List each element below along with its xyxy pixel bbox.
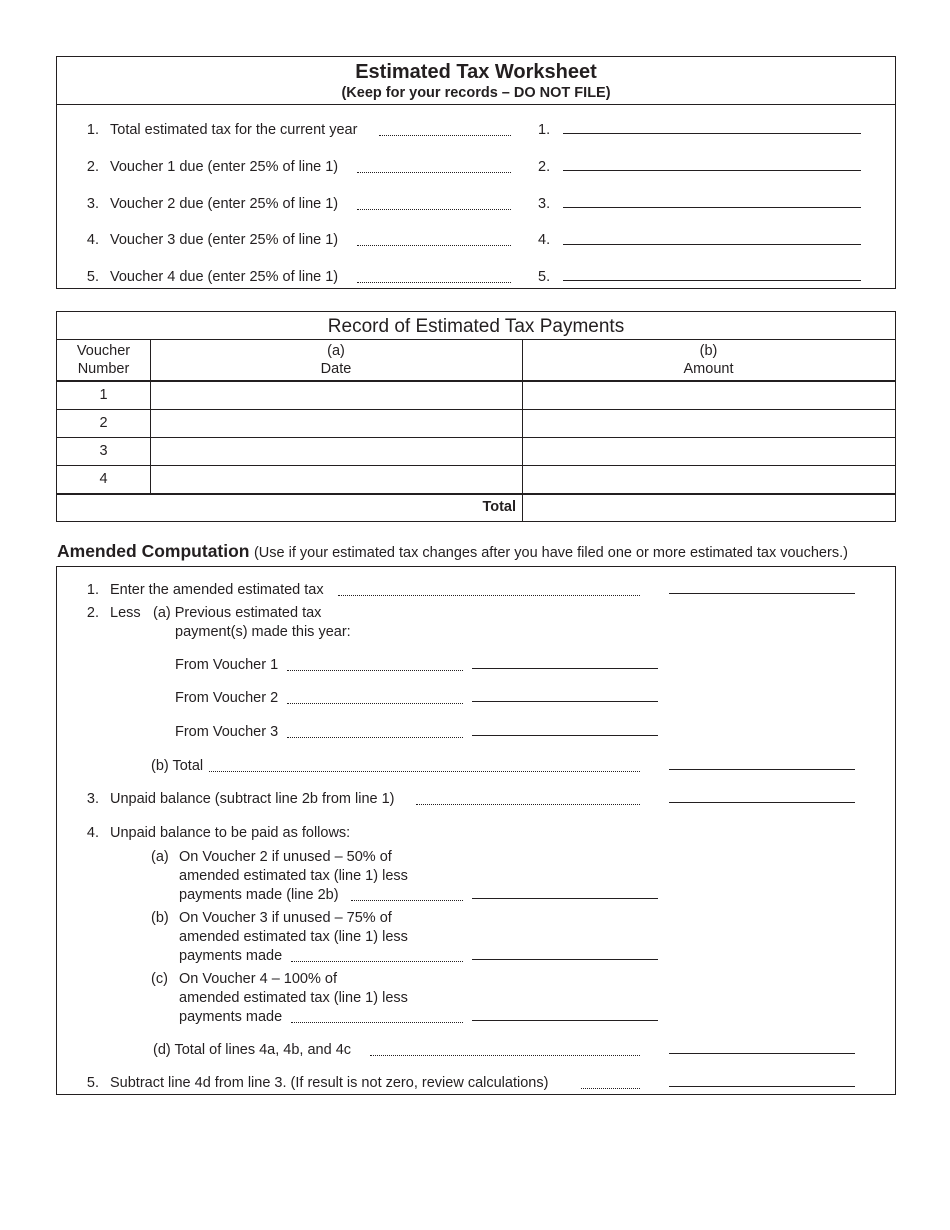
voucher-3-date-cell[interactable] [151, 438, 521, 464]
from-voucher-3-field[interactable] [472, 735, 658, 736]
total-amount-cell[interactable] [523, 495, 895, 521]
amended-line-2b-field[interactable] [669, 769, 855, 770]
amended-line-1-field[interactable] [669, 593, 855, 594]
worksheet-title: Estimated Tax Worksheet [355, 61, 597, 83]
voucher-3-amount-cell[interactable] [523, 438, 895, 464]
amended-box: 1. Enter the amended estimated tax 2. Less (a) Previous estimated tax payment(s) made this year: From Voucher 1 From Voucher 2 From Voucher 3 (b) Total 3. Unpaid balance (subtract line 2b from line 1) 4. Unpaid balance to be paid as follows: (a) On Voucher 2 if unused – 50% of amended estimated tax (line 1) less payments made (line 2b) (b) On Voucher 3 if unused – 75% of amended estimated tax (line 1) less payments made (c) On Voucher 4 – 100% of amended estimated tax (line 1) less payments made (d) Total of lines 4a, 4b, and 4c 5. Subtract line 4d from line 3. (If result is not zero, review calculations) [56, 566, 896, 1095]
payments-record-table: Record of Estimated Tax Payments Voucher Number (a) Date (b) Amount 1 2 3 4 Total [56, 311, 896, 522]
amended-line-3-field[interactable] [669, 802, 855, 803]
worksheet-box: Estimated Tax Worksheet (Keep for your records – DO NOT FILE) 1. Total estimated tax for the current year 1. 2. Voucher 1 due (enter 25% of line 1) 2. 3. Voucher 2 due (enter 25% of line 1) 3. 4. Voucher 3 due (enter 25% of line 1) 4. 5. Voucher 4 due (enter 25% of line 1) 5. [56, 56, 896, 289]
header-date: (a) Date [320, 343, 352, 377]
amended-note: (Use if your estimated tax changes after you have filed one or more estimated tax vouchers.) [253, 545, 848, 561]
amended-line-4a-field[interactable] [472, 898, 658, 899]
voucher-1-date-cell[interactable] [151, 381, 521, 408]
worksheet-line-2-field[interactable] [563, 170, 861, 171]
voucher-2-amount-cell[interactable] [523, 410, 895, 436]
voucher-4-amount-cell[interactable] [523, 466, 895, 492]
worksheet-subtitle: (Keep for your records – DO NOT FILE) [341, 85, 611, 101]
amended-line-4d-field[interactable] [669, 1053, 855, 1054]
from-voucher-1-field[interactable] [472, 668, 658, 669]
total-label: Total [482, 499, 516, 515]
header-voucher-number: Voucher Number [76, 343, 131, 377]
worksheet-line-4-field[interactable] [563, 244, 861, 245]
worksheet-line-5-field[interactable] [563, 280, 861, 281]
payments-record-title: Record of Estimated Tax Payments [327, 316, 625, 337]
worksheet-line-1-field[interactable] [563, 133, 861, 134]
amended-line-4b-field[interactable] [472, 959, 658, 960]
header-amount: (b) Amount [683, 343, 734, 377]
amended-heading-row [57, 541, 848, 562]
worksheet-divider [57, 104, 895, 105]
voucher-4-date-cell[interactable] [151, 466, 521, 492]
amended-line-5-field[interactable] [669, 1086, 855, 1087]
from-voucher-2-field[interactable] [472, 701, 658, 702]
voucher-2-date-cell[interactable] [151, 410, 521, 436]
amended-line-4c-field[interactable] [472, 1020, 658, 1021]
amended-heading: Amended Computation [57, 541, 250, 561]
worksheet-line-3-field[interactable] [563, 207, 861, 208]
voucher-1-amount-cell[interactable] [523, 381, 895, 408]
